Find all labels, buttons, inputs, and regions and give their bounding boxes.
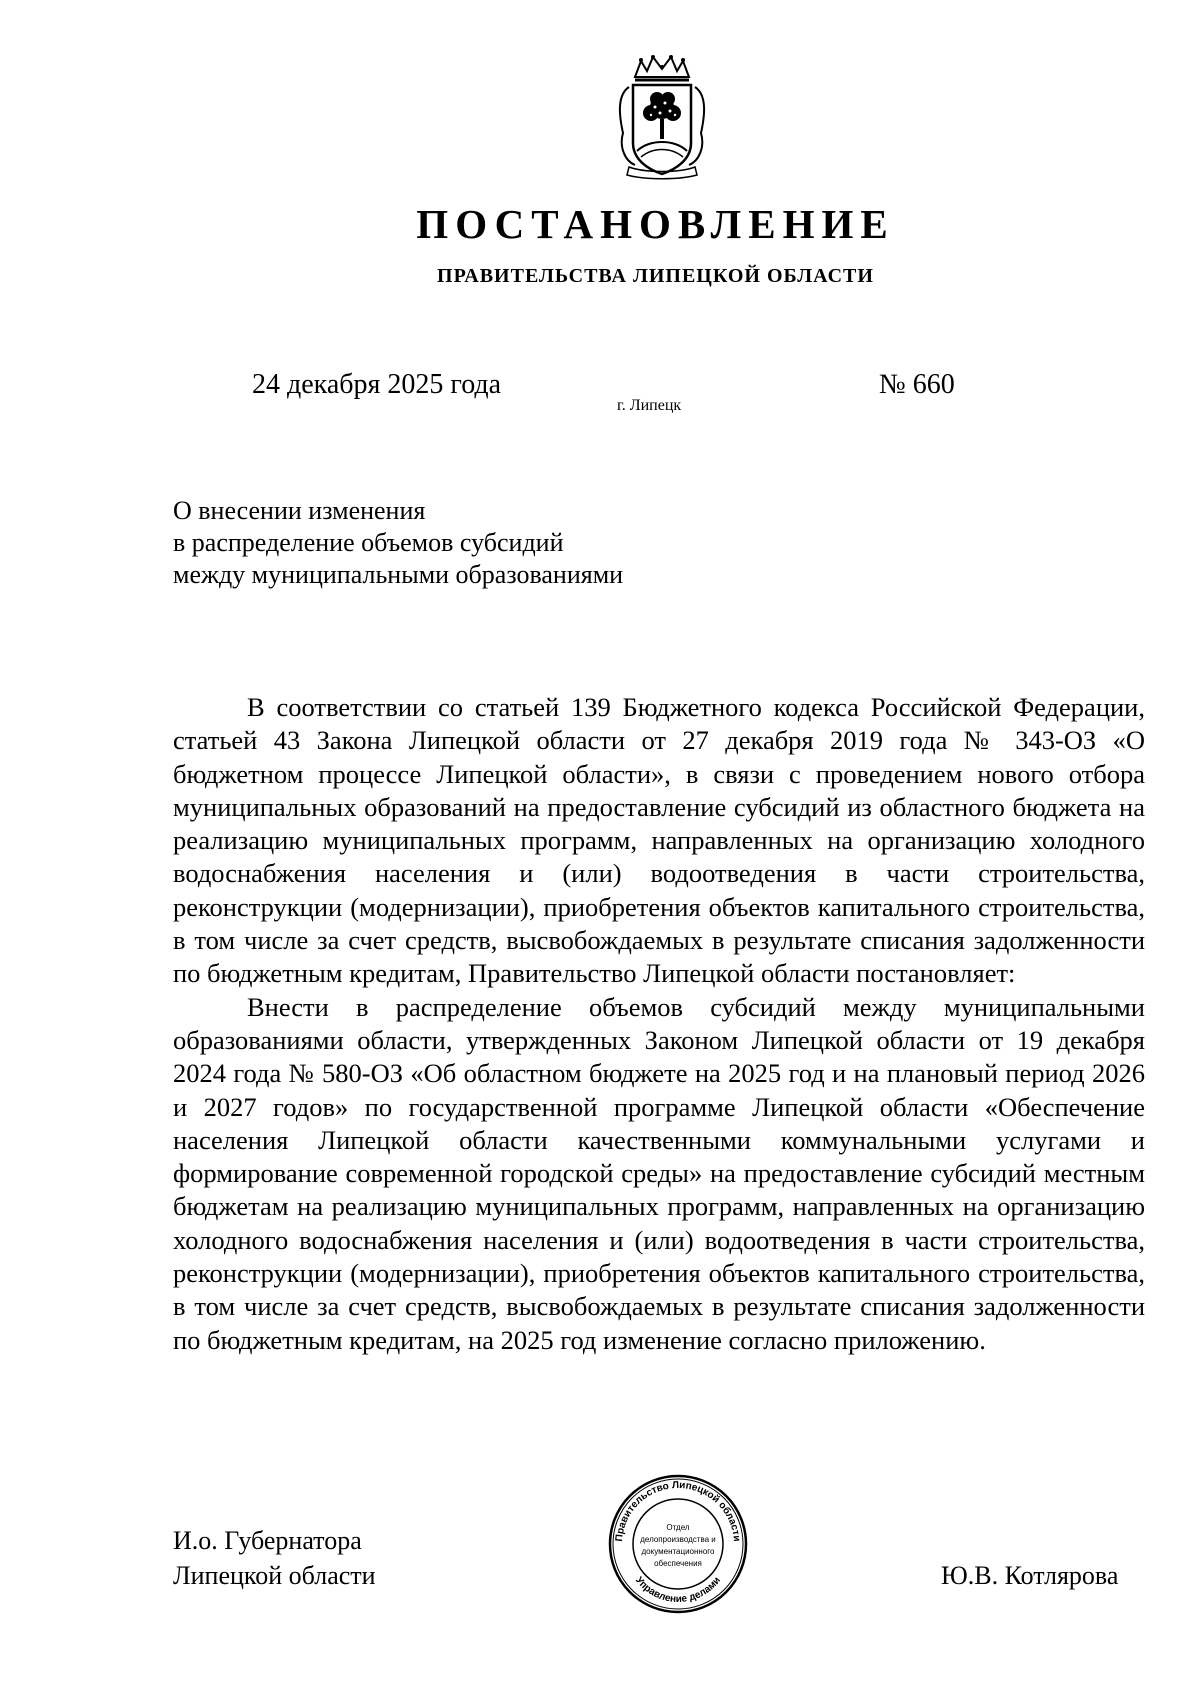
heading-line: в распределение объемов субсидий — [173, 528, 564, 557]
body-paragraph: В соответствии со статьей 139 Бюджетного кодекса Российской Федерации, статьей 43 Закона Липецкой области от 27 декабря 2019 года № 343-ОЗ «О бюджетном процессе Липецкой области», в связи с проведением нового отбора муниципальных образований на предоставление субсидий из областного бюджета на реализацию муниципальных программ, направленных на организацию холодного водоснабжения населения и (или) водоотведения в части строительства, реконструкции (модернизации), приобретения объектов капитального строительства, в том числе за счет средств, высвобождаемых в результате списания задолженности по бюджетным кредитам, Правительство Липецкой области постановляет: — [173, 692, 1145, 989]
signatory-position-line: И.о. Губернатора — [173, 1526, 362, 1555]
heading-line: О внесении изменения — [173, 496, 426, 525]
stamp-inner-line: делопроизводства и — [640, 1535, 716, 1544]
document-body — [173, 691, 1145, 1357]
document-number: № 660 — [879, 369, 955, 400]
svg-text:Правительство Липецкой области — [614, 1480, 742, 1542]
document-city: г. Липецк — [617, 397, 682, 414]
signatory-name: Ю.В. Котлярова — [941, 1561, 1119, 1590]
stamp-inner-line: Отдел — [666, 1523, 690, 1532]
stamp-inner-line: обеспечения — [654, 1559, 702, 1568]
document-title: ПОСТАНОВЛЕНИЕ — [416, 201, 895, 247]
stamp-inner-line: документационного — [641, 1547, 715, 1556]
body-paragraph: Внести в распределение объемов субсидий между муниципальными образованиями области, утвержденных Законом Липецкой области от 19 декабря 2024 года № 580-ОЗ «Об областном бюджете на 2025 год и на плановый период 2026 и 2027 годов» по государственной программе Липецкой области «Обеспечение населения Липецкой области качественными коммунальными услугами и формирование современной городской среды» на предоставление субсидий местным бюджетам на реализацию муниципальных программ, направленных на организацию холодного водоснабжения населения и (или) водоотведения в части строительства, реконструкции (модернизации), приобретения объектов капитального строительства, в том числе за счет средств, высвобождаемых в результате списания задолженности по бюджетным кредитам, на 2025 год изменение согласно приложению. — [173, 991, 1145, 1355]
office-stamp-icon — [606, 1472, 750, 1616]
stamp-bottom-text: Управление делами — [633, 1575, 723, 1606]
signatory-position-line: Липецкой области — [173, 1561, 376, 1590]
coat-of-arms-icon — [615, 55, 710, 180]
signatory-position — [173, 1523, 376, 1593]
stamp-outer-text: Правительство Липецкой области — [613, 1479, 743, 1543]
document-heading — [173, 495, 623, 591]
document-date: 24 декабря 2025 года — [252, 369, 502, 400]
issuing-authority: ПРАВИТЕЛЬСТВА ЛИПЕЦКОЙ ОБЛАСТИ — [437, 265, 874, 287]
heading-line: между муниципальными образованиями — [173, 560, 624, 589]
